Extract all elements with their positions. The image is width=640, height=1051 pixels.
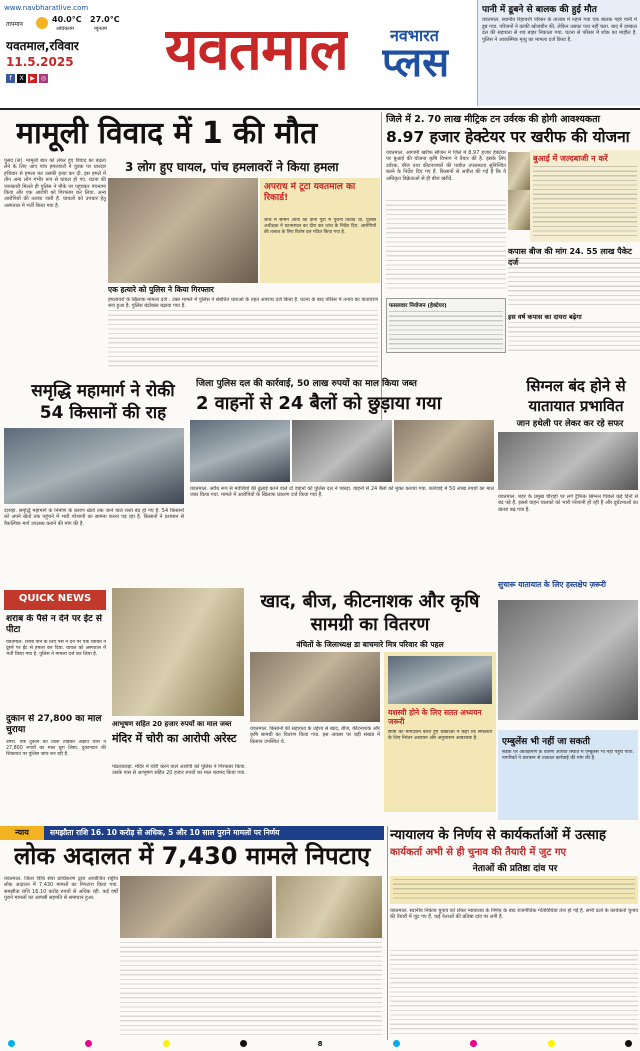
- quick-item1-body: यवतमाल. शराब पीने के लिए पैसे न देने पर एक व्यक्ति ने दूसरे पर ईंट से हमला कर दिया. घायल को अस्पताल में भर्ती किया गया है. पुलिस ने मामला दर्ज कर लिया है.: [6, 640, 106, 658]
- signal-headline: सिग्नल बंद होने से यातायात प्रभावित: [526, 377, 626, 415]
- cotton-photo: [508, 152, 530, 190]
- fertilizer-photo: [112, 588, 244, 716]
- lead-headline: मामूली विवाद में 1 की मौत: [16, 116, 318, 151]
- quick-item2-title: दुकान से 27,800 का माल चुराया: [6, 714, 102, 735]
- kharif-headline: 8.97 हजार हेक्टेयर पर खरीफ की योजना: [386, 128, 630, 146]
- signal-body: यवतमाल. शहर के प्रमुख चौराहों पर लगे ट्रैफिक सिग्नल पिछले कई दिनों से बंद पड़े हैं. इससे वाहन चालकों को भारी परेशानी हो रही है और दुर्घटनाओं का खतरा बढ़ गया है.: [498, 494, 638, 513]
- signal-photo: [498, 432, 638, 490]
- expressway-photo: [4, 428, 184, 504]
- kharif-kicker: जिले में 2. 70 लाख मीट्रिक टन उर्वरक की होगी आवश्यकता: [386, 114, 601, 125]
- masthead: [0, 0, 640, 108]
- quick-news-label: QUICK NEWS: [18, 593, 92, 604]
- bulls-headline: 2 वाहनों से 24 बैलों को छुड़ाया गया: [196, 393, 442, 414]
- lead-column2: हमलावरों के खिलाफ मामला दर्ज : उक्त मामले में पुलिस ने संबंधित धाराओं के तहत अपराध दर्ज किया है. घटना के बाद परिसर में तनाव का वातावरण बना हुआ है. पुलिस बंदोबस्त बढ़ाया गया है.: [108, 297, 378, 310]
- quick-news-box: [4, 590, 106, 610]
- brief-title: पानी में डूबने से बालक की हुई मौत: [482, 5, 597, 15]
- bulls-photo-1: [190, 420, 290, 482]
- fertilizer-photo-2: [250, 652, 380, 722]
- lok-photo: [120, 876, 272, 938]
- crop-table-title: फसलवार नियोजन (हेक्टेयर): [389, 303, 447, 309]
- quick-item2-body: उमरी. एक दुकान का ताला तोड़कर अज्ञात चोरों ने 27,800 रुपयों का माल चुरा लिया. दुकानदार की शिकायत पर पुलिस जांच कर रही है.: [6, 740, 106, 758]
- verdict-headline: न्यायालय के निर्णय से कार्यकर्ताओं में उत्साह: [390, 827, 607, 843]
- quick-item1-title: शराब के पैसे न देने पर ईंट से पीटा: [6, 614, 102, 635]
- theft-kicker: आभूषण सहित 20 हजार रुपयों का माल जब्त: [112, 720, 232, 728]
- kharif-body: यवतमाल. आगामी खरीफ सीजन में जिले में 8.97 हजार हेक्टेयर पर बुआई की योजना कृषि विभाग ने तैयार की है. इसके लिए उर्वरक, बीज तथा कीटनाशकों की पर्याप्त उपलब्धता सुनिश्चित करने के निर्देश दिए गए हैं. किसानों से अपील की गई है कि वे अधिकृत विक्रेताओं से ही बीज खरीदें.: [386, 150, 506, 182]
- study-box-body: छात्रों को मार्गदर्शन करते हुए वक्ताओं ने कहा कि सफलता के लिए निरंतर अध्ययन और अनुशासन आवश्यक है.: [388, 730, 492, 742]
- lead-inset: [260, 178, 380, 283]
- lok-body: यवतमाल. जिला विधि सेवा प्राधिकरण द्वारा आयोजित राष्ट्रीय लोक अदालत में 7,430 मामलों का निपटारा किया गया. समझौता राशि 16.10 करोड़ रुपयों से अधिक रही. कई वर्षों पुराने मामलों का आपसी सहमति से समाधान हुआ.: [4, 876, 118, 902]
- divider-v2: [387, 826, 388, 1040]
- verdict-subhead: कार्यकर्ता अभी से ही चुनाव की तैयारी में जुट गए: [390, 847, 566, 858]
- youtube-icon[interactable]: ▶: [28, 74, 37, 83]
- theft-headline: मंदिर में चोरी का आरोपी अरेस्ट: [112, 732, 237, 745]
- register-dot: [240, 1040, 247, 1047]
- inset-body: जांच में सामने आया कि दोनों गुटों में पुराना विवाद था. पुलिस अधीक्षक ने घटनास्थल का दौरा कर जांच के निर्देश दिए. आरोपियों की तलाश के लिए विशेष दल गठित किया गया है.: [264, 218, 376, 235]
- signal-subhead: जान हथेली पर लेकर कर रहे सफर: [516, 419, 624, 429]
- bulls-body: यवतमाल. अवैध रूप से मवेशियों की ढुलाई करने वाले दो वाहनों को पुलिस दल ने पकड़ा. वाहनों से 24 बैलों को मुक्त कराया गया. कार्रवाई में 50 लाख रुपयों का माल जब्त किया गया. मामले में आरोपियों के खिलाफ प्रकरण दर्ज किया गया है.: [190, 486, 494, 499]
- temp-min: 27.0°C: [90, 15, 120, 24]
- x-icon[interactable]: X: [17, 74, 26, 83]
- side-box-text: [533, 166, 637, 236]
- theft-body: पांढरकवड़ा. मंदिर में चोरी करने वाले आरोपी को पुलिस ने गिरफ्तार किया. उसके पास से आभूषण सहित 20 हजार रुपयों का माल बरामद किया गया.: [112, 764, 246, 777]
- lok-headline: लोक अदालत में 7,430 मामले निपटाए: [14, 842, 371, 870]
- lead-text-columns: [108, 310, 378, 370]
- issue-date: 11.5.2025: [6, 55, 74, 69]
- verdict-text: [390, 950, 638, 1036]
- register-dot: [625, 1040, 632, 1047]
- lead-subhead: 3 लोग हुए घायल, पांच हमलावरों ने किया हमला: [125, 160, 339, 174]
- brief-body: यवतमाल. स्थानीय रिहायशी परिसर के तालाब में नहाने गया एक बालक गहरे पानी में डूब गया. परिजनों ने काफी खोजबीन की, लेकिन उसका पता नहीं चला. बाद में दमकल दल की सहायता से शव बाहर निकाला गया. घटना से परिसर में शोक का माहौल है. पुलिस ने आकस्मिक मृत्यु का मामला दर्ज किया है.: [482, 17, 637, 43]
- crop-table-heading: इस वर्ष कपास का दायरा बढ़ेगा: [508, 313, 582, 321]
- cotton-caption: कपास बीज की मांग 24. 55 लाख पैकेट दर्ज: [508, 247, 632, 267]
- bulls-kicker: जिला पुलिस दल की कार्रवाई, 50 लाख रुपयों का माल किया जब्त: [196, 379, 417, 389]
- register-dot: [163, 1040, 170, 1047]
- bulls-photo-3: [394, 420, 494, 482]
- color-marks: [8, 1040, 632, 1049]
- fertilizer-body: यवतमाल. किसानों की सहायता के उद्देश्य से खाद, बीज, कीटनाशक और कृषि सामग्री का वितरण किया गया. इस अवसर पर बड़ी संख्या में किसान उपस्थित थे.: [250, 726, 380, 745]
- register-dot: [470, 1040, 477, 1047]
- verdict-body: यवतमाल. स्थानीय निकाय चुनाव को लेकर न्यायालय के निर्णय के बाद राजनीतिक गतिविधियां तेज हो गई हैं. सभी दलों के कार्यकर्ता चुनाव की तैयारी में जुट गए हैं. कई नेताओं की प्रतिष्ठा दांव पर लगी है.: [390, 908, 638, 921]
- website-url[interactable]: www.navbharatlive.com: [4, 4, 89, 12]
- photo-caption: एक हत्यारे को पुलिस ने किया गिरफ्तार: [108, 285, 214, 294]
- temperature-label: तापमान: [6, 21, 23, 28]
- register-dot: [85, 1040, 92, 1047]
- thermometer-icon: [36, 17, 48, 29]
- temp-min-label: न्यूनतम: [94, 26, 107, 32]
- ambulance-title: एम्बुलेंस भी नहीं जा सकती: [502, 737, 590, 747]
- study-box-title: यशस्वी होने के लिए सतत अध्ययन जरूरी: [388, 708, 482, 726]
- page-number: 8: [317, 1040, 323, 1048]
- bulls-photo-2: [292, 420, 392, 482]
- inset-title: अपराध में टूटा यवतमाल का रिकार्ड!: [264, 182, 356, 203]
- fertilizer-subhead: वंचितों के जिलाध्यक्ष डा बाचमारे मित्र परिवार की पहल: [296, 640, 444, 649]
- fertilizer-headline: खाद, बीज, कीटनाशक और कृषि सामग्री का वितरण: [260, 591, 480, 635]
- expressway-headline: समृद्धि महामार्ग ने रोकी 54 किसानों की राह: [31, 381, 175, 423]
- register-dot: [8, 1040, 15, 1047]
- register-dot: [393, 1040, 400, 1047]
- masthead-rule: [0, 108, 640, 110]
- cotton-field-photo: [508, 190, 530, 230]
- register-dot: [548, 1040, 555, 1047]
- kharif-lower-text: [508, 322, 640, 352]
- ambulance-box: [498, 730, 638, 820]
- verdict-kicker: नेताओं की प्रतिष्ठा दांव पर: [472, 864, 558, 874]
- lok-label: न्याय: [0, 826, 44, 840]
- top-right-brief: [477, 0, 640, 106]
- lok-banner: [0, 826, 384, 840]
- facebook-icon[interactable]: f: [6, 74, 15, 83]
- study-box: [384, 652, 496, 812]
- kharif-side-box: [530, 150, 640, 242]
- brand-title: यवतमाल: [165, 15, 348, 83]
- cotton-text: [508, 258, 640, 308]
- signal-side-note: सुचारू यातायात के लिए हस्तक्षेप ज़रूरी: [498, 580, 606, 589]
- instagram-icon[interactable]: ◎: [40, 75, 47, 82]
- lok-photo-2: [276, 876, 382, 938]
- kharif-text: [386, 200, 506, 290]
- side-box-title: बुआई में जल्दबाजी न करें: [533, 154, 608, 163]
- lead-photo: [108, 178, 258, 283]
- temp-max-label: अधिकतम: [56, 26, 74, 32]
- study-photo: [388, 656, 492, 704]
- city-day: यवतमाल,रविवार: [6, 39, 79, 53]
- social-links: [6, 74, 66, 84]
- brand-navbharat: नवभारत: [390, 26, 439, 45]
- ambulance-body: सड़क पर अतिक्रमण के कारण आपात स्थिति में एम्बुलेंस भी नहीं पहुंच पाती. नागरिकों ने प्रशासन से तत्काल कार्रवाई की मांग की है.: [502, 750, 634, 762]
- lok-text: [120, 942, 382, 1036]
- expressway-body: दारव्हा. समृद्धि महामार्ग के निर्माण के कारण खेतों तक जाने वाले रास्ते बंद हो गए हैं. 54 किसानों को अपने खेतों तक पहुंचने में भारी परेशानी का सामना करना पड़ रहा है. किसानों ने प्रशासन से वैकल्पिक मार्ग उपलब्ध कराने की मांग की है.: [4, 508, 184, 527]
- crop-table: [386, 298, 506, 353]
- crop-table-rows: [389, 311, 503, 351]
- ambulance-photo: [498, 600, 638, 720]
- brand-plus: प्लस: [382, 40, 450, 86]
- verdict-intro-text: [393, 879, 635, 901]
- lead-body: पुसद (सं). मामूली बात को लेकर हुए विवाद का बदला लेने के लिए आए पांच हमलावरों ने युवक पर धारदार हथियार से हमला कर उसकी हत्या कर दी. इस हमले में तीन अन्य लोग गंभीर रूप से घायल हो गए. घटना की जानकारी मिलते ही पुलिस ने मौके पर पहुंचकर पंचनामा किया और एक आरोपी को गिरफ्तार कर लिया. अन्य आरोपियों की तलाश जारी है. घायलों को उपचार हेतु अस्पताल में भर्ती किया गया है.: [4, 158, 106, 209]
- lok-kicker: समझौता राशि 16. 10 करोड़ से अधिक, 5 और 10 साल पुराने मामलों पर निर्णय: [50, 828, 280, 837]
- verdict-intro-box: [390, 876, 638, 904]
- temp-max: 40.0°C: [52, 15, 82, 24]
